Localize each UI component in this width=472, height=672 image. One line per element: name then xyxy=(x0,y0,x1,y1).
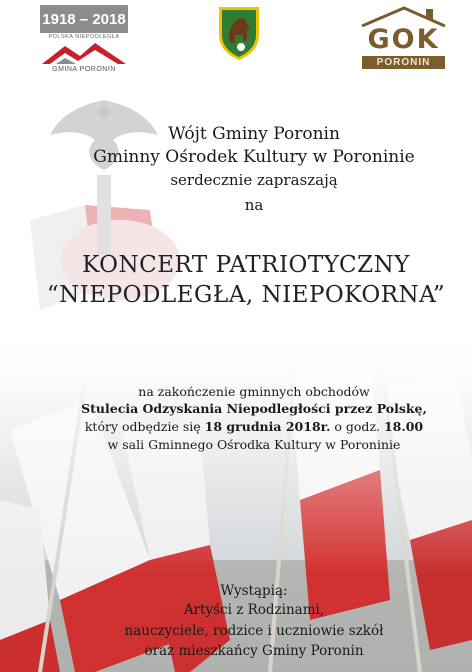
performers-line-3: oraz mieszkańcy Gminy Poronin xyxy=(144,643,364,659)
details-text-mid: o godz. xyxy=(330,419,384,434)
logo-sub-text: POLSKA NIEPODLEGŁA xyxy=(48,34,120,40)
host-line-2: Gminny Ośrodek Kultury w Poroninie xyxy=(93,147,415,167)
gok-caption-box xyxy=(362,56,445,69)
logo-years-text: 1918 – 2018 xyxy=(42,10,126,28)
logo-caption: GMINA PORONIN xyxy=(52,66,116,73)
invite-na: na xyxy=(244,196,264,214)
crest-bear-shield-icon xyxy=(217,5,261,61)
details-text-pre: który odbędzie się xyxy=(84,419,205,434)
details-line-4: w sali Gminnego Ośrodka Kultury w Poroninie xyxy=(107,437,401,452)
event-time: 18.00 xyxy=(383,419,424,434)
details-line-2: Stulecia Odzyskania Niepodległości przez Polskę, xyxy=(81,401,427,416)
logo-years-box xyxy=(40,5,128,33)
gok-caption: PORONIN xyxy=(376,57,431,68)
performers-line-2: nauczyciele, rodzice i uczniowie szkół xyxy=(124,623,384,639)
performers-heading: Wystąpią: xyxy=(220,583,288,599)
poronin-crest-logo xyxy=(217,5,261,61)
performers-line-1: Artyści z Rodzinami, xyxy=(183,602,325,618)
event-date: 18 grudnia 2018r. xyxy=(204,419,331,434)
mountains-icon xyxy=(40,40,128,66)
gok-letters: GOK xyxy=(367,24,440,55)
gok-poronin-logo xyxy=(356,5,451,71)
concert-title: KONCERT PATRIOTYCZNY xyxy=(82,252,410,278)
details-line-3 xyxy=(18,419,472,435)
details-line-1: na zakończenie gminnych obchodów xyxy=(138,384,370,399)
host-line-1: Wójt Gminy Poronin xyxy=(168,124,340,144)
independence-centenary-logo xyxy=(40,5,128,77)
concert-subtitle: “NIEPODLEGŁA, NIEPOKORNA” xyxy=(46,282,446,308)
invite-line: serdecznie zapraszają xyxy=(170,171,338,189)
